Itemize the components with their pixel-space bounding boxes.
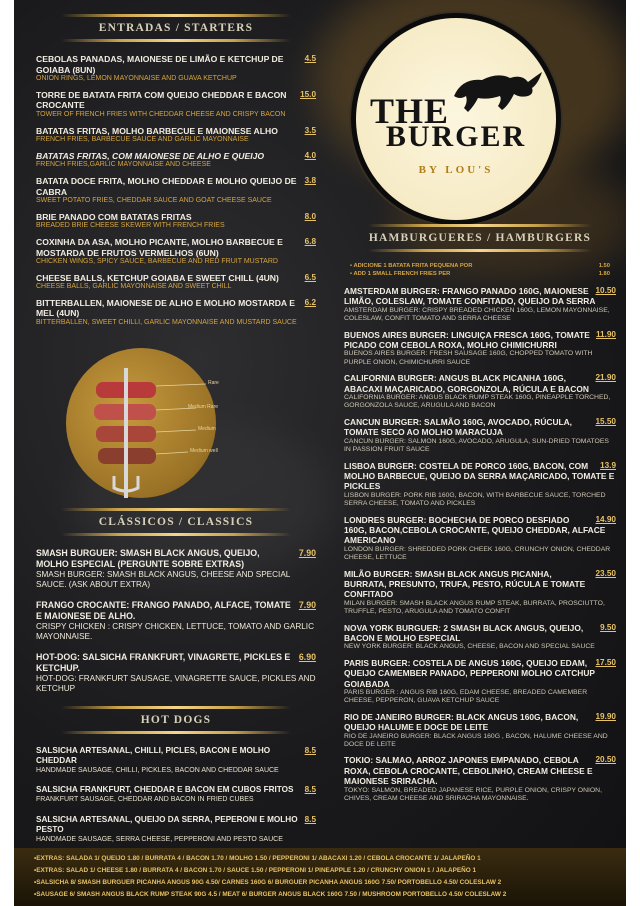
extras-bar bbox=[14, 848, 626, 906]
logo-the: THE bbox=[370, 91, 450, 131]
item-description: CALIFORNIA BURGER: ANGUS BLACK RUMP STEAK 160G, PINEAPPLE TORCHED, GORGONZOLA SAUCE, ARUGULA AND BACON bbox=[344, 394, 611, 410]
item-description: BITTERBALLEN, SWEET CHILLI, GARLIC MAYONNAISE AND MUSTARD SAUCE bbox=[36, 319, 297, 327]
menu-item bbox=[344, 755, 616, 803]
menu-item bbox=[36, 298, 316, 328]
menu-item bbox=[36, 746, 316, 776]
item-description: LONDON BURGER: SHREDDED PORK CHEEK 160G, CRUNCHY ONION, CHEDDAR CHEESE, LETTUCE bbox=[344, 545, 611, 562]
item-description: BREADED BRIE CHEESE SKEWER WITH FRENCH FRIES bbox=[36, 222, 225, 230]
item-title: BATATAS FRITAS, COM MAIONESE DE ALHO E QUEIJO bbox=[36, 150, 265, 161]
item-title: PARIS BURGER: COSTELA DE ANGUS 160G, QUEIJO EDAM, QUEIJO CAMEMBER PANADO, PEPPERONI MOLHO CATCHUP GOIABADA bbox=[344, 657, 595, 689]
item-title: AMSTERDAM BURGER: FRANGO PANADO 160G, MAIONESE LIMÃO, COLESLAW, TOMATE CONFITADO, QUEIJO DA SERRA bbox=[344, 286, 596, 307]
steak-skewer-icon bbox=[66, 348, 276, 498]
item-title: HOT-DOG: SALSICHA FRANKFURT, VINAGRETE, PICKLES E KETCHUP. bbox=[36, 651, 291, 673]
item-price: 7.90 bbox=[298, 547, 316, 558]
item-price: 20.50 bbox=[595, 755, 616, 765]
menu-item bbox=[36, 273, 316, 292]
menu-item bbox=[344, 623, 616, 652]
extras-line-4: • SAUSAGE 6/ SMASH ANGUS BLACK RUMP STEAK 90G 4.5 / MEAT 6/ BURGER ANGUS BLACK 160G 7.50 / MUSHROOM PORTOBELLO 4.50/ COLESLAW 2 bbox=[34, 889, 606, 901]
item-price: 6.2 bbox=[304, 297, 316, 307]
fries-notes bbox=[344, 262, 616, 278]
item-price: 23.50 bbox=[595, 568, 616, 578]
item-title: SALSICHA ARTESANAL, QUEIJO DA SERRA, PEPERONI E MOLHO PESTO bbox=[36, 814, 298, 835]
classics-list bbox=[36, 548, 316, 694]
menu-item bbox=[344, 461, 616, 509]
item-title: LONDRES BURGER: BOCHECHA DE PORCO DESFIADO 160G, BACON,CEBOLA CROCANTE, QUEIJO CHEDDAR, ALFACE AMERICANO bbox=[344, 514, 606, 546]
item-price: 15.50 bbox=[595, 416, 616, 426]
item-price: 4.0 bbox=[304, 150, 316, 160]
item-price: 6.90 bbox=[298, 651, 316, 662]
item-price: 3.5 bbox=[304, 125, 316, 135]
menu-item bbox=[36, 237, 316, 267]
logo-by-lous: BY LOU'S bbox=[418, 164, 494, 176]
item-description: TOKYO: SALMON, BREADED JAPANESE RICE, PURPLE ONION, CRISPY ONION, CHIVES, CREAM CHEESE AND SRIRACHA MAYONNAISE. bbox=[344, 786, 602, 803]
item-price: 17.50 bbox=[595, 657, 616, 667]
item-title: SALSICHA ARTESANAL, CHILLI, PICLES, BACON E MOLHO CHEDDAR bbox=[36, 745, 271, 766]
rare-label: Rare bbox=[208, 380, 219, 386]
item-description: CHICKEN WINGS, SPICY SAUCE, BARBECUE AND RED FRUIT MUSTARD bbox=[36, 258, 278, 266]
item-description: HANDMADE SAUSAGE, CHILLI, PICKLES, BACON AND CHEDDAR SAUCE bbox=[36, 766, 279, 774]
starters-heading: ENTRADAS / STARTERS bbox=[36, 8, 316, 48]
menu-item bbox=[344, 658, 616, 706]
menu-item bbox=[36, 151, 316, 170]
menu-item bbox=[36, 652, 316, 694]
burgers-list bbox=[344, 286, 616, 804]
extras-line-1: • EXTRAS: SALADA 1/ QUEIJO 1.80 / BURRATA 4 / BACON 1.70 / MOLHO 1.50 / PEPPERONI 1/ ABACAXI 1.20 / CEBOLA CROCANTE 1/ JALAPEÑO 1 bbox=[34, 853, 606, 865]
item-title: MILÃO BURGER: SMASH BLACK ANGUS PICANHA, BURRATA, PRESUNTO, TRUFA, PESTO, RÚCULA E TOMATE CONFITADO bbox=[344, 568, 586, 600]
item-title: BUENOS AIRES BURGER: LINGUIÇA FRESCA 160G, TOMATE PICADO COM CEBOLA ROXA, MOLHO CHIMICHURRI bbox=[344, 329, 590, 351]
medium-well-label: Medium well bbox=[190, 448, 218, 454]
menu-page bbox=[14, 0, 626, 906]
item-title: FRANGO CROCANTE: FRANGO PANADO, ALFACE, TOMATE E MAIONESE DE ALHO. bbox=[36, 599, 291, 621]
item-title: SMASH BURGUER: SMASH BLACK ANGUS, QUEIJO, MOLHO ESPECIAL (PERGUNTE SOBRE EXTRAS) bbox=[36, 547, 260, 569]
item-price: 11.90 bbox=[595, 329, 616, 339]
item-price: 8.5 bbox=[304, 814, 316, 824]
item-description: HOT-DOG: FRANKFURT SAUSAGE, VINAGRETTE SAUCE, PICKLES AND KETCHUP bbox=[36, 673, 316, 693]
classics-heading: CLÁSSICOS / CLASSICS bbox=[36, 502, 316, 542]
menu-item bbox=[36, 212, 316, 231]
item-title: COXINHA DA ASA, MOLHO PICANTE, MOLHO BARBECUE E MOSTARDA DE FRUTOS VERMELHOS (6UN) bbox=[36, 236, 283, 258]
item-title: CALIFORNIA BURGER: ANGUS BLACK PICANHA 160G, ABACAXI MAÇARICADO, GORGONZOLA, RÚCULA E BACON bbox=[344, 373, 589, 394]
item-price: 15.0 bbox=[300, 89, 316, 99]
hotdogs-heading: HOT DOGS bbox=[36, 700, 316, 740]
burgers-heading: HAMBURGUERES / HAMBURGERS bbox=[344, 218, 616, 258]
item-title: TORRE DE BATATA FRITA COM QUEIJO CHEDDAR E BACON CROCANTE bbox=[36, 89, 287, 111]
item-price: 8.0 bbox=[304, 211, 316, 221]
item-price: 10.50 bbox=[595, 286, 616, 295]
menu-item bbox=[344, 417, 616, 455]
extras-line-3: • SALSICHA 8/ SMASH BURGUER PICANHA ANGUS 90G 4.50/ CARNES 160G 6/ BURGUER PICANHA ANGUS 160G 7.50/ PORTOBELLO 4.50/ COLESLAW 2 bbox=[34, 877, 606, 889]
right-column bbox=[344, 0, 616, 810]
item-description: CANCUN BURGER: SALMON 160G, AVOCADO, ARUGULA, SUN-DRIED TOMATOES IN PASSION FRUIT SAUCE bbox=[344, 437, 609, 454]
item-price: 14.90 bbox=[595, 514, 616, 524]
fries-note-pt: • ADICIONE 1 BATATA FRITA PEQUENA POR 1.50 bbox=[350, 263, 610, 269]
item-price: 7.90 bbox=[298, 599, 316, 610]
menu-item bbox=[36, 548, 316, 590]
item-price: 19.90 bbox=[595, 711, 616, 721]
item-title: CEBOLAS PANADAS, MAIONESE DE LIMÃO E KETCHUP DE GOIABA (8UN) bbox=[36, 54, 284, 75]
menu-item bbox=[36, 785, 316, 804]
item-title: BATATAS FRITAS, MOLHO BARBECUE E MAIONESE ALHO bbox=[36, 125, 278, 136]
menu-item bbox=[344, 373, 616, 411]
item-description: FRANKFURT SAUSAGE, CHEDDAR AND BACON IN FRIED CUBES bbox=[36, 796, 254, 804]
item-price: 6.5 bbox=[304, 272, 316, 282]
fries-note-en: • ADD 1 SMALL FRENCH FRIES PER 1.80 bbox=[350, 271, 610, 277]
item-title: BATATA DOCE FRITA, MOLHO CHEDDAR E MOLHO QUEIJO DE CABRA bbox=[36, 175, 297, 197]
item-price: 4.5 bbox=[304, 54, 316, 63]
item-description: CRISPY CHICKEN : CRISPY CHICKEN, LETTUCE, TOMATO AND GARLIC MAYONNAISE. bbox=[36, 621, 314, 641]
item-title: CANCUN BURGER: SALMÃO 160G, AVOCADO, RÚCULA, TOMATE SECO AO MOLHO MARACUJA bbox=[344, 416, 572, 438]
menu-item bbox=[36, 815, 316, 845]
item-description: LISBON BURGER: PORK RIB 160G, BACON, WITH BARBECUE SAUCE, TORCHED SERRA CHEESE, TOMATO AND PICKLES bbox=[344, 491, 606, 508]
item-price: 8.5 bbox=[304, 785, 316, 795]
item-description: PARIS BURGER : ANGUS RIB 160G, EDAM CHEESE, BREADED CAMEMBER CHEESE, PEPPERON, GUAVA KETCHUP SAUCE bbox=[344, 689, 588, 705]
menu-item bbox=[36, 126, 316, 145]
extras-line-2: • EXTRAS: SALAD 1/ CHEESE 1.80 / BURRATA 4 / BACON 1.70 / SAUCE 1.50 / PEPPERONI 1/ PINEAPPLE 1.20 / CRUNCHY ONION 1 / JALAPEÑO 1 bbox=[34, 865, 606, 877]
item-description: ONION RINGS, LEMON MAYONNAISE AND GUAVA KETCHUP bbox=[36, 75, 237, 83]
item-price: 6.8 bbox=[304, 236, 316, 246]
steak-doneness-illustration bbox=[66, 348, 276, 498]
medium-rare-label: Medium Rare bbox=[188, 404, 219, 410]
menu-item bbox=[344, 286, 616, 324]
menu-item bbox=[36, 176, 316, 206]
hotdogs-list bbox=[36, 746, 316, 845]
item-title: BITTERBALLEN, MAIONESE DE ALHO E MOLHO MOSTARDA E MEL (4UN) bbox=[36, 297, 295, 319]
item-title: SALSICHA FRANKFURT, CHEDDAR E BACON EM CUBOS FRITOS bbox=[36, 785, 294, 795]
item-description: CHEESE BALLS, GARLIC MAYONNAISE AND SWEET CHILL bbox=[36, 283, 232, 291]
menu-item bbox=[344, 515, 616, 563]
item-description: FRENCH FRIES, BARBECUE SAUCE AND GARLIC MAYONNAISE bbox=[36, 136, 249, 144]
item-price: 21.90 bbox=[595, 373, 616, 383]
item-description: MILAN BURGER: SMASH BLACK ANGUS RUMP STEAK, BURRATA, PROSCIUTTO, TRUFFLE, PESTO, ARUGULA AND TOMATO CONFIT bbox=[344, 599, 605, 616]
item-title: LISBOA BURGER: COSTELA DE PORCO 160G, BACON, COM MOLHO BARBECUE, QUEIJO DA SERRA MAÇARICADO, TOMATE E PICKLES bbox=[344, 460, 615, 492]
item-title: CHEESE BALLS, KETCHUP GOIABA E SWEET CHILL (4UN) bbox=[36, 272, 279, 283]
item-description: AMSTERDAM BURGER: CRISPY BREADED CHICKEN 160G, LEMON MAYONNAISE, COLESLAW, CONFIT TOMATO AND SERRA CHEESE bbox=[344, 306, 610, 323]
medium-label: Medium bbox=[198, 426, 216, 432]
item-title: RIO DE JANEIRO BURGER: BLACK ANGUS 160G, BACON, QUEIJO HALUME E DOCE DE LEITE bbox=[344, 711, 579, 733]
item-description: RIO DE JANEIRO BURGER: BLACK ANGUS 160G , BACON, HALUME CHEESE AND DOCE DE LEITE bbox=[344, 732, 608, 749]
item-price: 8.5 bbox=[304, 745, 316, 755]
menu-item bbox=[344, 569, 616, 617]
item-title: NOVA YORK BURGUER: 2 SMASH BLACK ANGUS, QUEIJO, BACON E MOLHO ESPECIAL bbox=[344, 622, 584, 643]
item-title: TOKIO: SALMAO, ARROZ JAPONES EMPANADO, CEBOLA ROXA, CEBOLA CROCANTE, CEBOLINHO, CREAM CHEESE E MAIONESE SRIRACHA. bbox=[344, 755, 593, 787]
item-price: 3.8 bbox=[304, 175, 316, 185]
item-price: 9.50 bbox=[600, 622, 616, 632]
item-description: TOWER OF FRENCH FRIES WITH CHEDDAR CHEESE AND CRISPY BACON bbox=[36, 110, 286, 118]
menu-item bbox=[344, 330, 616, 368]
starters-list bbox=[36, 54, 316, 328]
item-description: HANDMADE SAUSAGE, SERRA CHEESE, PEPPERONI AND PESTO SAUCE bbox=[36, 835, 283, 843]
item-description: FRENCH FRIES,GARLIC MAYONNAISE AND CHEESE bbox=[36, 161, 211, 169]
item-description: NEW YORK BURGER: BLACK ANGUS, CHEESE, BACON AND SPECIAL SAUCE bbox=[344, 643, 595, 651]
item-description: SWEET POTATO FRIES, CHEDDAR SAUCE AND GOAT CHEESE SAUCE bbox=[36, 197, 272, 205]
item-description: SMASH BURGER: SMASH BLACK ANGUS, CHEESE AND SPECIAL SAUCE. (ASK ABOUT EXTRA) bbox=[36, 569, 291, 589]
menu-item bbox=[36, 600, 316, 642]
menu-item bbox=[36, 54, 316, 84]
menu-item bbox=[36, 90, 316, 120]
item-description: BUENOS AIRES BURGER: FRESH SAUSAGE 160G, CHOPPED TOMATO WITH PURPLE ONION, CHIMICHURRI SAUCE bbox=[344, 350, 593, 366]
logo-burger: BURGER bbox=[385, 120, 527, 153]
item-title: BRIE PANADO COM BATATAS FRITAS bbox=[36, 211, 192, 222]
menu-item bbox=[344, 712, 616, 750]
item-price: 13.9 bbox=[600, 460, 616, 470]
